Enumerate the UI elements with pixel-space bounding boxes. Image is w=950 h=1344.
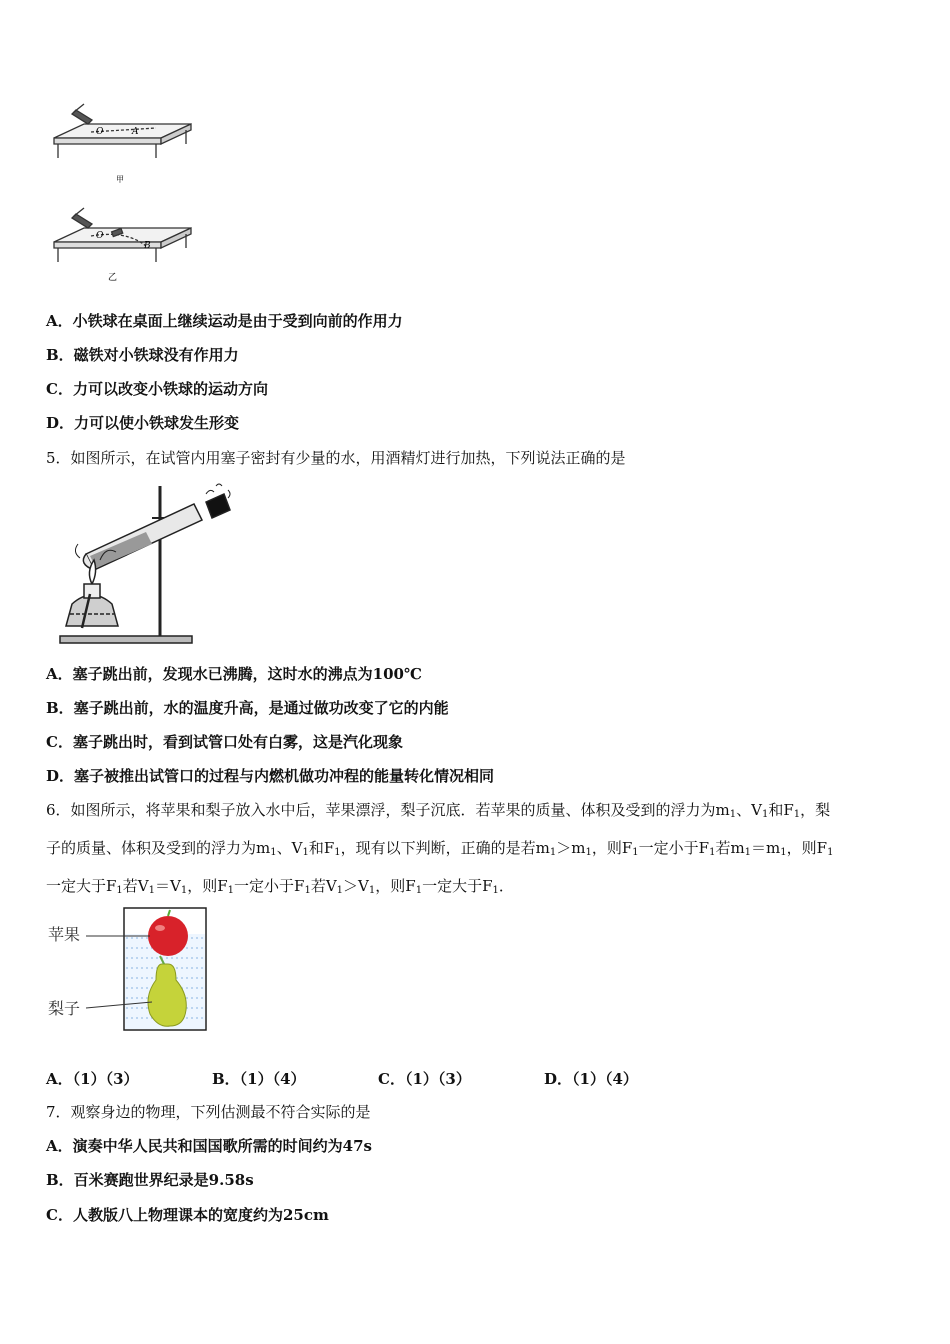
fruit-beaker-figure bbox=[46, 904, 216, 1034]
label-B: B bbox=[144, 241, 151, 251]
q6-stem-line1: 6．如图所示，将苹果和梨子放入水中后，苹果漂浮，梨子沉底．若苹果的质量、体积及受到的浮力为$m_1$、$V_1$和$F_1$，梨 bbox=[46, 801, 831, 820]
q6-option-d: D．（1）（4） bbox=[544, 1070, 638, 1088]
q5-option-b: B．塞子跳出前，水的温度升高，是通过做功改变了它的内能 bbox=[46, 699, 449, 717]
label-A: A bbox=[132, 127, 139, 137]
table-bottom bbox=[54, 208, 191, 262]
pear-label: 梨子 bbox=[48, 999, 81, 1018]
q4-option-d: D．力可以使小铁球发生形变 bbox=[46, 414, 240, 432]
q6-option-a: A．（1）（3） bbox=[46, 1070, 139, 1088]
q4-option-c: C．力可以改变小铁球的运动方向 bbox=[46, 380, 268, 398]
q5-option-d: D．塞子被推出试管口的过程与内燃机做功冲程的能量转化情况相同 bbox=[46, 767, 495, 785]
q7-option-a: A．演奏中华人民共和国国歌所需的时间约为47s bbox=[46, 1137, 372, 1155]
q6-stem-line3: 一定大于$F_1$若$V_1=V_1$，则$F_1$一定小于$F_1$若$V_1>V_1$，则$F_1$一定大于$F_1$． bbox=[46, 877, 514, 896]
q5-option-c: C．塞子跳出时，看到试管口处有白雾，这是汽化现象 bbox=[46, 733, 403, 751]
table-figure bbox=[46, 96, 196, 292]
q7-option-c: C．人教版八上物理课本的宽度约为25cm bbox=[46, 1206, 329, 1224]
apple-label: 苹果 bbox=[48, 925, 81, 944]
q6-option-c: C．（1）（3） bbox=[378, 1070, 471, 1088]
q7-stem: 7．观察身边的物理，下列估测最不符合实际的是 bbox=[46, 1103, 371, 1121]
q4-option-a: A．小铁球在桌面上继续运动是由于受到向前的作用力 bbox=[46, 312, 403, 330]
label-O-top: O bbox=[96, 127, 104, 137]
q6-stem-line2: 子的质量、体积及受到的浮力为$m_1$、$V_1$和$F_1$，现有以下判断，正确的是若$m_1>m_1$，则$F_1$一定小于$F_1$若$m_1=m_1$，则$F_1$ bbox=[46, 839, 834, 858]
caption-yi: 乙 bbox=[108, 273, 118, 283]
label-O-bottom: O bbox=[96, 231, 104, 241]
q4-option-b: B．磁铁对小铁球没有作用力 bbox=[46, 346, 239, 364]
q6-option-b: B．（1）（4） bbox=[212, 1070, 306, 1088]
test-tube-figure bbox=[56, 480, 236, 648]
q5-option-a: A．塞子跳出前，发现水已沸腾，这时水的沸点为100℃ bbox=[46, 665, 422, 683]
q5-stem: 5．如图所示，在试管内用塞子密封有少量的水，用酒精灯进行加热，下列说法正确的是 bbox=[46, 449, 626, 467]
caption-jia: 甲 bbox=[116, 175, 124, 184]
q7-option-b: B．百米赛跑世界纪录是9.58s bbox=[46, 1171, 254, 1189]
table-top bbox=[54, 104, 191, 158]
q6-options bbox=[46, 1068, 710, 1089]
apple-icon bbox=[148, 916, 188, 956]
